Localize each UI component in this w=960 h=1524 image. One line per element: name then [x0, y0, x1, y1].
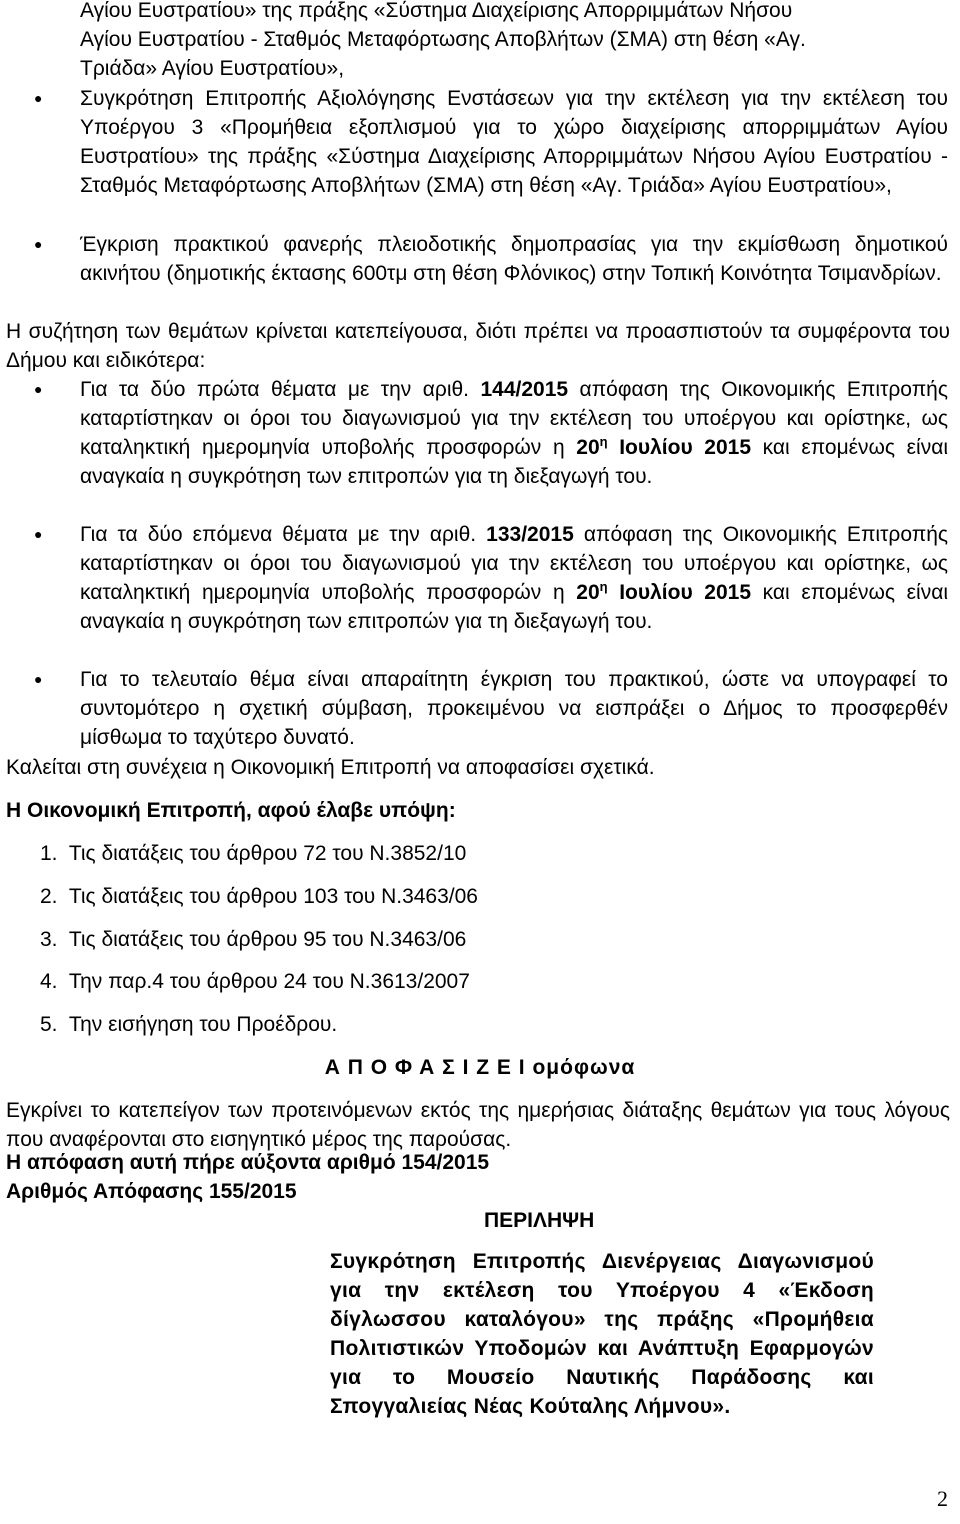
considering-heading: Η Οικονομική Επιτροπή, αφού έλαβε υπόψη: — [6, 799, 456, 822]
reason-item-1: Για τα δύο πρώτα θέματα με την αριθ. 144/2015 απόφαση της Οικονομικής Επιτροπής καταρτίστηκαν οι όροι του διαγωνισμού για την εκτέλεση του υποέργου και ορίστηκε, ως καταληκτική ημερομηνία υποβολής προσφορών η $20^\eta$ Ιουλίου 2015 και επομένως είναι αναγκαία η συγκρότηση των επιτροπών για τη διεξαγωγή του. — [80, 378, 949, 488]
call-paragraph: Καλείται στη συνέχεια η Οικονομική Επιτροπή να αποφασίσει σχετικά. — [6, 756, 655, 779]
decision-number: Αριθμός Απόφασης 155/2015 — [6, 1180, 297, 1203]
list-item: 2. Τις διατάξεις του άρθρου 103 του Ν.3463/06 — [40, 885, 478, 908]
bullet-icon: ● — [34, 671, 43, 687]
reason-item-3: Για το τελευταίο θέμα είναι απαραίτητη έγκριση του πρακτικού, ώστε να υπογραφεί το συντομότερο η σχετική σύμβαση, προκειμένου να εισπράξει ο Δήμος το προσφερθέν μίσθωμα το ταχύτερο δυνατό. — [80, 668, 948, 749]
list-item: 3. Τις διατάξεις του άρθρου 95 του Ν.3463/06 — [40, 928, 467, 951]
continuation-line-3: Τριάδα» Αγίου Ευστρατίου», — [80, 57, 345, 80]
decision-serial-number: Η απόφαση αυτή πήρε αύξοντα αριθμό 154/2015 — [6, 1151, 490, 1174]
list-item: 5. Την εισήγηση του Προέδρου. — [40, 1013, 338, 1036]
bullet-icon: ● — [34, 90, 43, 106]
list-item: 4. Την παρ.4 του άρθρου 24 του Ν.3613/2007 — [40, 970, 470, 993]
bullet-icon: ● — [34, 526, 43, 542]
page-number: 2 — [937, 1486, 948, 1511]
decision-heading: Α Π Ο Φ Α Σ Ι Ζ Ε Ι ομόφωνα — [324, 1056, 636, 1079]
continuation-line-1: Αγίου Ευστρατίου» της πράξης «Σύστημα Διαχείρισης Απορριμμάτων Νήσου — [80, 0, 793, 22]
bullet-icon: ● — [34, 236, 43, 252]
approval-paragraph: Εγκρίνει το κατεπείγον των προτεινόμενων εκτός της ημερήσιας διάταξης θεμάτων για τους λόγους που αναφέρονται στο εισηγητικό μέρος της παρούσας. — [6, 1099, 950, 1151]
summary-title: ΠΕΡΙΛΗΨΗ — [484, 1209, 595, 1232]
summary-text: Συγκρότηση Επιτροπής Διενέργειας Διαγωνισμού για την εκτέλεση του Υποέργου 4 «Έκδοση δίγλωσσου καταλόγου» της πράξης «Προμήθεια Πολιτιστικών Υποδομών και Ανάπτυξη Εφαρμογών για το Μουσείο Ναυτικής Παράδοσης και Σπογγαλιείας Νέας Κούταλης Λήμνου». — [330, 1250, 874, 1418]
list-item: 1. Τις διατάξεις του άρθρου 72 του Ν.3852/10 — [40, 842, 467, 865]
bullet-icon: ● — [34, 381, 43, 397]
bullet-item-approval: Έγκριση πρακτικού φανερής πλειοδοτικής δημοπρασίας για την εκμίσθωση δημοτικού ακινήτου (δημοτικής έκτασης 600τμ στη θέση Φλόνικος) στην Τοπική Κοινότητα Τσιμανδρίων. — [80, 233, 948, 285]
continuation-line-2: Αγίου Ευστρατίου - Σταθμός Μεταφόρτωσης Αποβλήτων (ΣΜΑ) στη θέση «Αγ. — [80, 28, 806, 51]
urgency-paragraph: Η συζήτηση των θεμάτων κρίνεται κατεπείγουσα, διότι πρέπει να προασπιστούν τα συμφέροντα του Δήμου και ειδικότερα: — [6, 320, 950, 372]
bullet-item-committee: Συγκρότηση Επιτροπής Αξιολόγησης Ενστάσεων για την εκτέλεση για την εκτέλεση του Υποέργου 3 «Προμήθεια εξοπλισμού για το χώρο διαχείρισης απορριμμάτων Αγίου Ευστρατίου» της πράξης «Σύστημα Διαχείρισης Απορριμμάτων Νήσου Αγίου Ευστρατίου - Σταθμός Μεταφόρτωσης Αποβλήτων (ΣΜΑ) στη θέση «Αγ. Τριάδα» Αγίου Ευστρατίου», — [80, 87, 948, 197]
reason-item-2: Για τα δύο επόμενα θέματα με την αριθ. 133/2015 απόφαση της Οικονομικής Επιτροπής καταρτίστηκαν οι όροι του διαγωνισμού για την εκτέλεση του υποέργου και ορίστηκε, ως καταληκτική ημερομηνία υποβολής προσφορών η $20^\eta$ Ιουλίου 2015 και επομένως είναι αναγκαία η συγκρότηση των επιτροπών για τη διεξαγωγή του. — [80, 523, 949, 633]
